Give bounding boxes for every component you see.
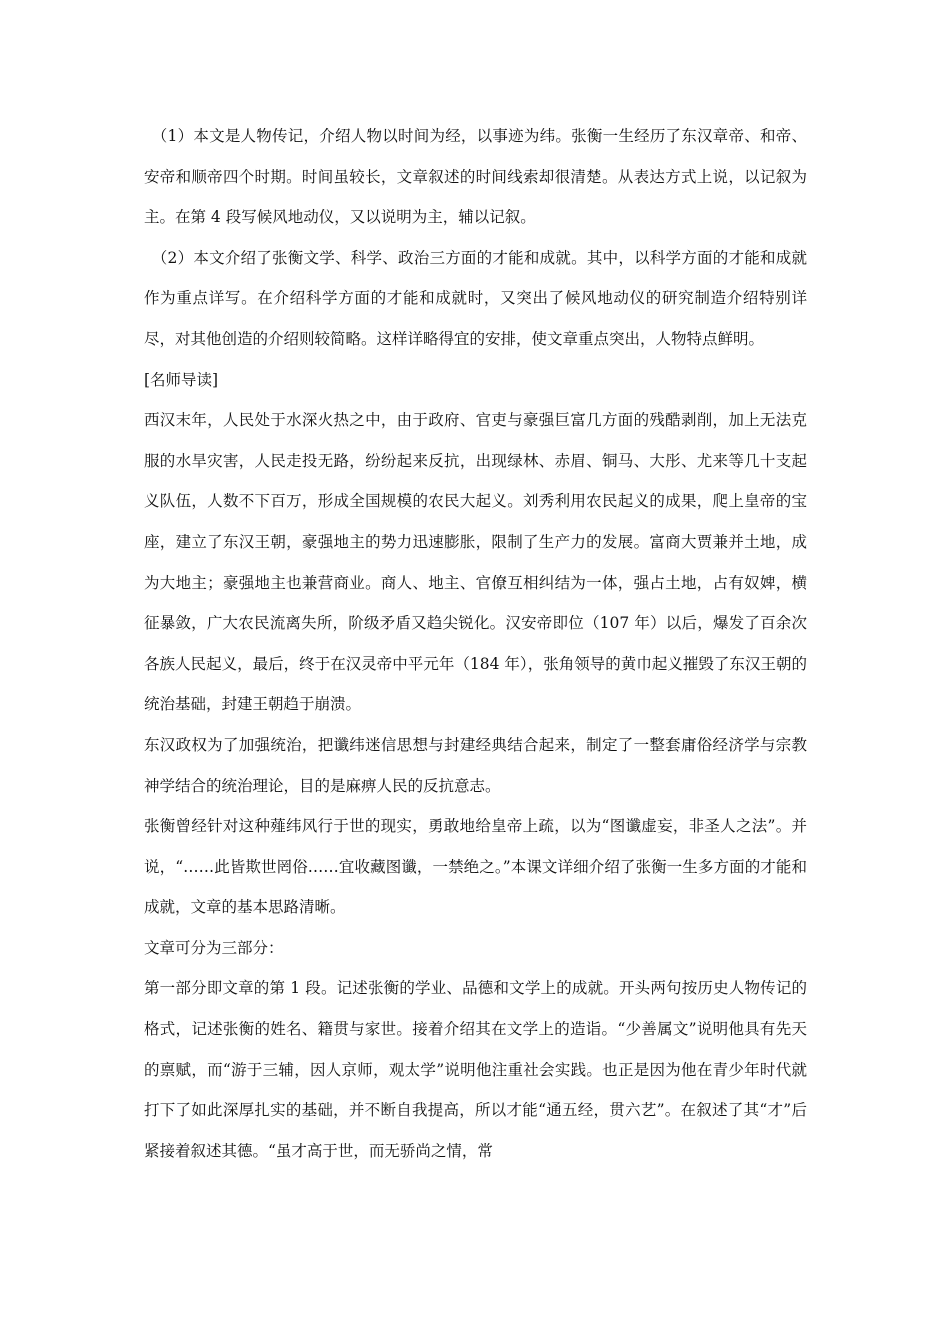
- paragraph-structure-intro: 文章可分为三部分：: [144, 938, 284, 957]
- document-page: [144, 116, 807, 1171]
- paragraph-part-one: 第一部分即文章的第 1 段。记述张衡的学业、品德和文学上的成就。开头两句按历史人物传记的格式，记述张衡的姓名、籍贯与家世。接着介绍其在文学上的造诣。“少善属文”说明他具有先天的禀赋，而“游于三辅，因人京师，观太学”说明他注重社会实践。也正是因为他在青少年时代就打下了如此深厚扎实的基础，并不断自我提高，所以才能“通五经，贯六艺”。在叙述了其“才”后紧接着叙述其德。“虽才高于世，而无骄尚之情，常: [144, 979, 807, 1160]
- paragraph-politics: 东汉政权为了加强统治，把谶纬迷信思想与封建经典结合起来，制定了一整套庸俗经济学与宗教神学结合的统治理论，目的是麻痹人民的反抗意志。: [144, 735, 807, 795]
- paragraph-background: 西汉末年，人民处于水深火热之中，由于政府、官吏与豪强巨富几方面的残酷剥削，加上无法克服的水旱灾害，人民走投无路，纷纷起来反抗，出现绿林、赤眉、铜马、大彤、尤来等几十支起义队伍，人数不下百万，形成全国规模的农民大起义。刘秀利用农民起义的成果，爬上皇帝的宝座，建立了东汉王朝，豪强地主的势力迅速膨胀，限制了生产力的发展。富商大贾兼并土地，成为大地主；豪强地主也兼营商业。商人、地主、官僚互相纠结为一体，强占土地，占有奴婢，横征暴敛，广大农民流离失所，阶级矛盾又趋尖锐化。汉安帝即位（107 年）以后，爆发了百余次各族人民起义，最后，终于在汉灵帝中平元年（184 年），张角领导的黄巾起义摧毁了东汉王朝的统治基础，封建王朝趋于崩溃。: [144, 411, 807, 714]
- paragraph-point-2: （2）本文介绍了张衡文学、科学、政治三方面的才能和成就。其中，以科学方面的才能和成就作为重点详写。在介绍科学方面的才能和成就时，又突出了候风地动仪的研究制造介绍特别详尽，对其他创造的介绍则较简略。这样详略得宜的安排，使文章重点突出，人物特点鲜明。: [144, 248, 807, 348]
- paragraph-point-1: （1）本文是人物传记，介绍人物以时间为经，以事迹为纬。张衡一生经历了东汉章帝、和帝、安帝和顺帝四个时期。时间虽较长，文章叙述的时间线索却很清楚。从表达方式上说，以记叙为主。在第 4 段写候风地动仪，又以说明为主，辅以记叙。: [144, 127, 807, 227]
- paragraph-zhangheng-memorial: 张衡曾经针对这种薤纬风行于世的现实，勇敢地给皇帝上疏，以为“图谶虚妄，非圣人之法”。并说，“……此皆欺世罔俗……宜收藏图谶，一禁绝之。”本课文详细介绍了张衡一生多方面的才能和成就，文章的基本思路清晰。: [144, 817, 807, 917]
- section-heading-guide: [名师导读]: [144, 370, 219, 389]
